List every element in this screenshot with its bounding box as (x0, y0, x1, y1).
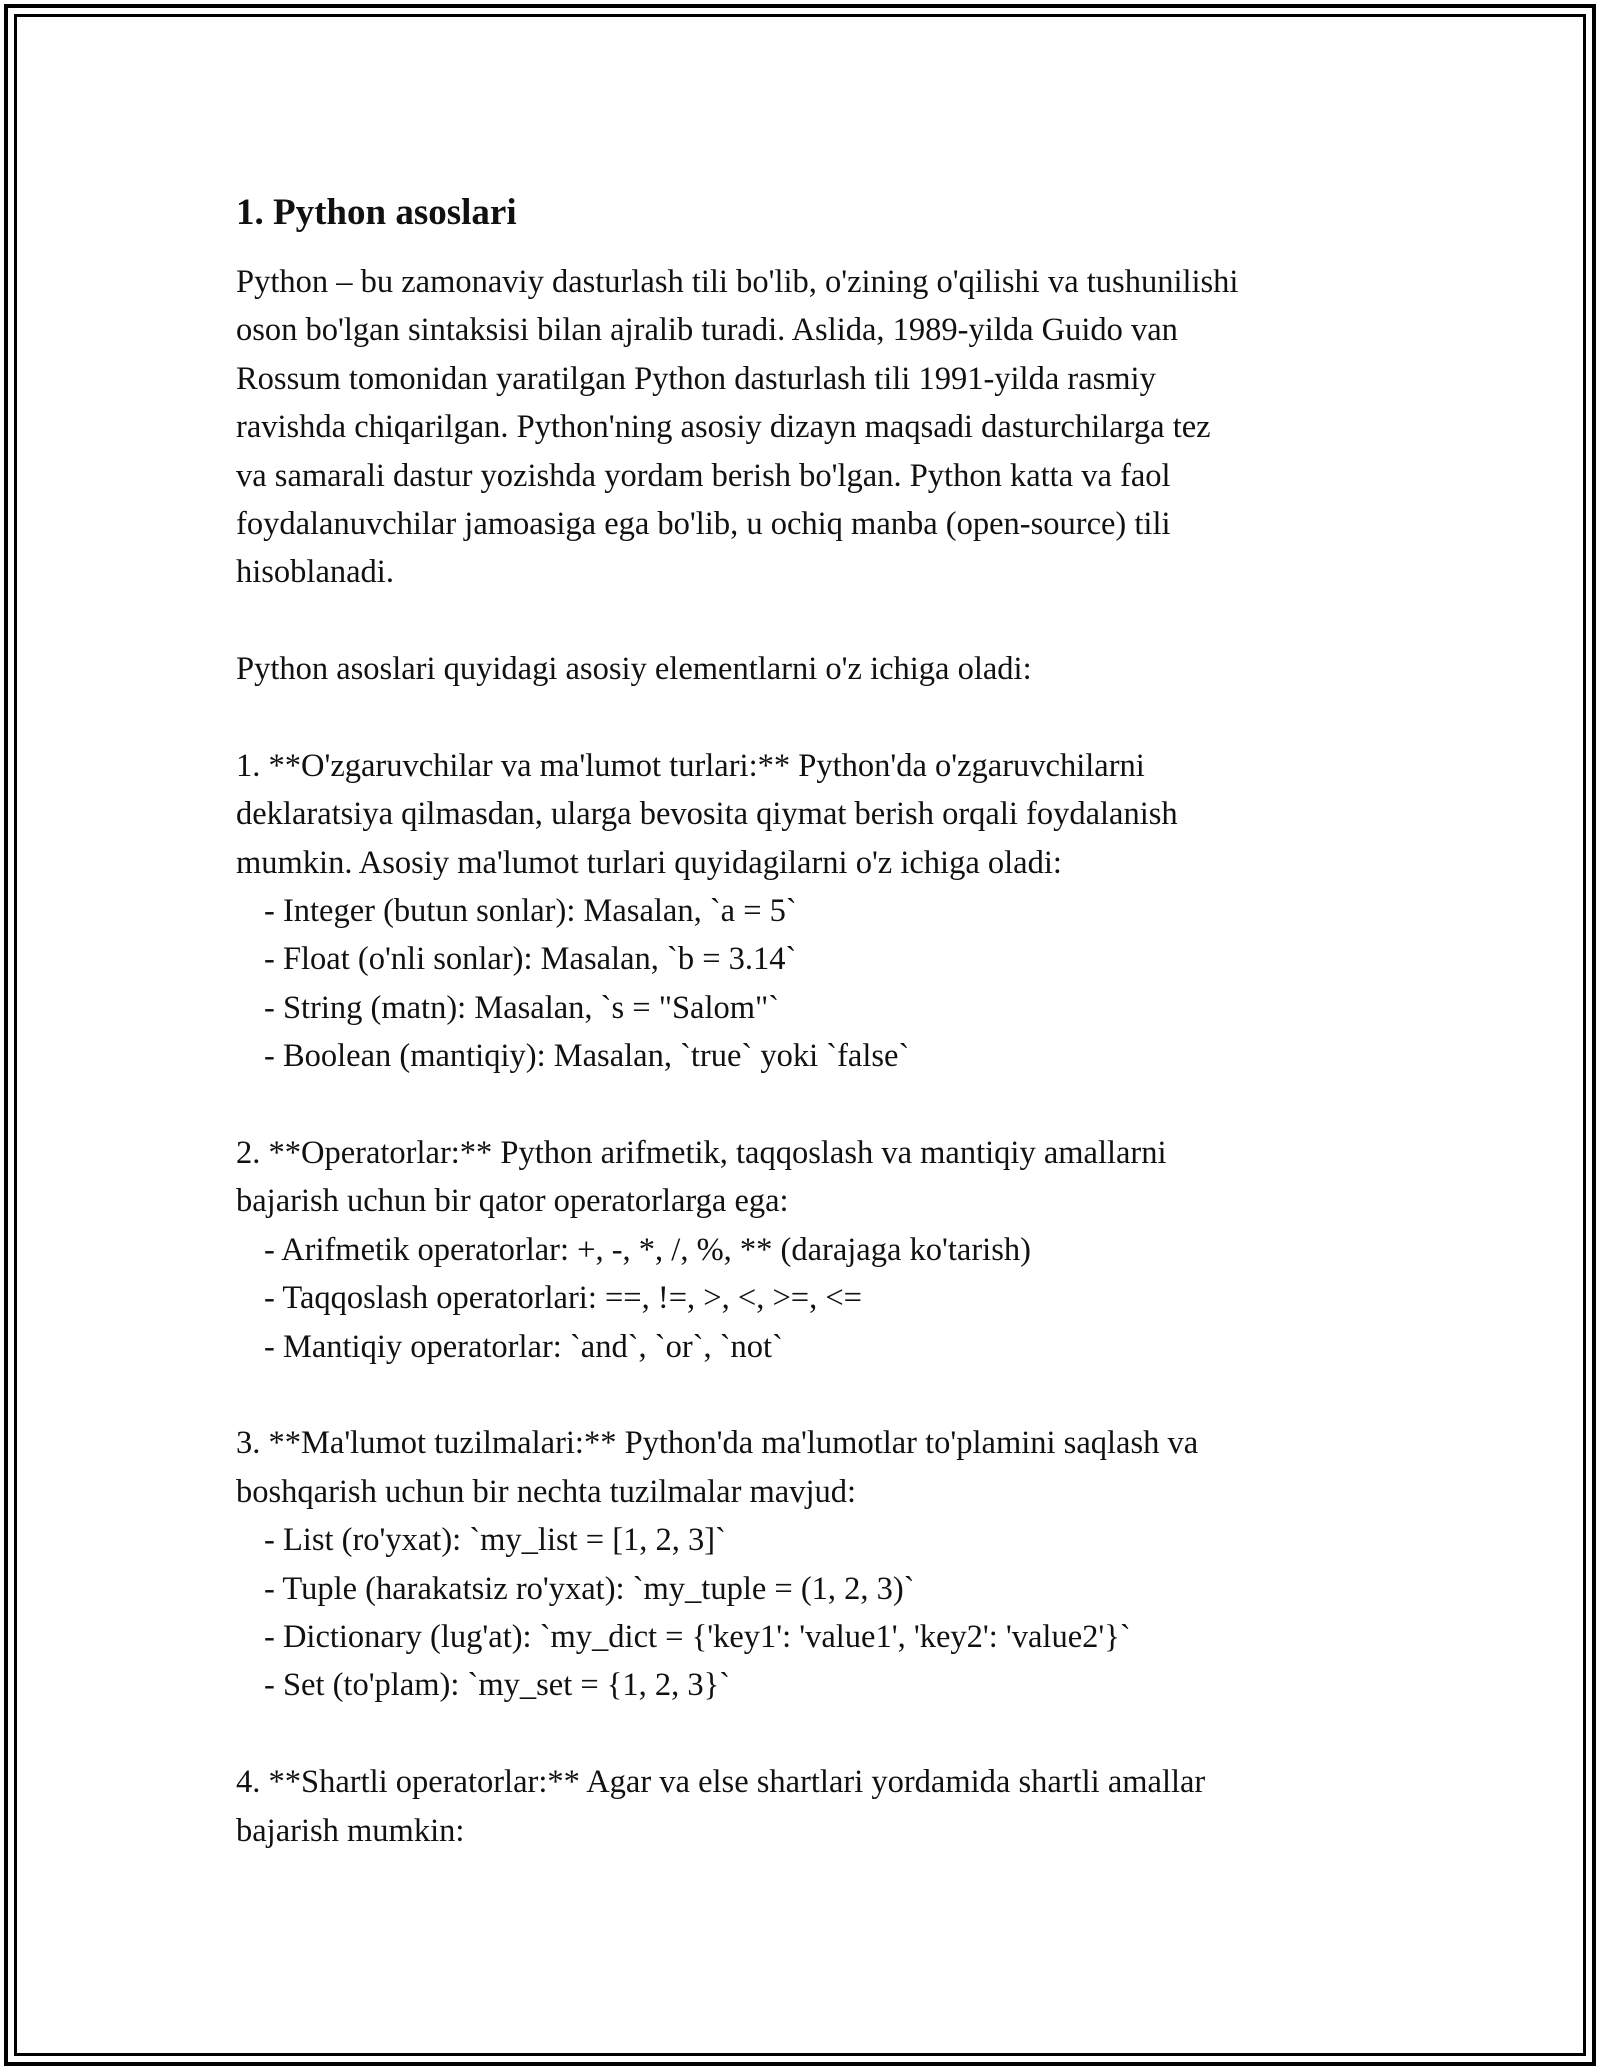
list-item-line: - Taqqoslash operatorlari: ==, !=, >, <, >=, <= (264, 1280, 863, 1317)
text-line: Python – bu zamonaviy dasturlash tili bo'lib, o'zining o'qilishi va tushunilishi (236, 264, 1239, 300)
list-item-line: - Mantiqiy operatorlar: `and`, `or`, `not` (264, 1328, 783, 1365)
list-item-line: - Boolean (mantiqiy): Masalan, `true` yoki `false` (264, 1038, 910, 1075)
blank-line (236, 1710, 1396, 1758)
document-title: 1. Python asoslari (236, 192, 517, 233)
blank-line (236, 694, 1396, 742)
text-line: Rossum tomonidan yaratilgan Python dasturlash tili 1991-yilda rasmiy (236, 360, 1156, 397)
list-item-line: - Arifmetik operatorlar: +, -, *, /, %, ** (darajaga ko'tarish) (264, 1231, 1031, 1268)
text-line: 4. **Shartli operatorlar:** Agar va else shartlari yordamida shartli amallar (236, 1764, 1206, 1801)
text-line: va samarali dastur yozishda yordam berish bo'lgan. Python katta va faol (236, 457, 1171, 494)
text-line: hisoblanadi. (236, 554, 394, 591)
list-item-line: - Integer (butun sonlar): Masalan, `a = 5` (264, 893, 797, 930)
text-line: ravishda chiqarilgan. Python'ning asosiy dizayn maqsadi dasturchilarga tez (236, 409, 1211, 446)
blank-line (236, 1371, 1396, 1419)
document-text (236, 258, 1396, 1855)
text-line: 1. **O'zgaruvchilar va ma'lumot turlari:** Python'da o'zgaruvchilarni (236, 747, 1145, 784)
list-item-line: - Set (to'plam): `my_set = {1, 2, 3}` (264, 1667, 731, 1704)
text-line: Python asoslari quyidagi asosiy elementlarni o'z ichiga oladi: (236, 651, 1032, 688)
document-body (236, 186, 1396, 1855)
text-line: oson bo'lgan sintaksisi bilan ajralib turadi. Aslida, 1989-yilda Guido van (236, 312, 1178, 349)
text-line: bajarish mumkin: (236, 1812, 465, 1849)
list-item-line: - Dictionary (lug'at): `my_dict = {'key1': 'value1', 'key2': 'value2'}` (264, 1618, 1131, 1655)
text-line: 3. **Ma'lumot tuzilmalari:** Python'da ma'lumotlar to'plamini saqlash va (236, 1425, 1199, 1462)
text-line: bajarish uchun bir qator operatorlarga ega: (236, 1183, 789, 1220)
text-line: foydalanuvchilar jamoasiga ega bo'lib, u ochiq manba (open-source) tili (236, 505, 1171, 542)
text-line: 2. **Operatorlar:** Python arifmetik, taqqoslash va mantiqiy amallarni (236, 1135, 1167, 1172)
list-item-line: - Tuple (harakatsiz ro'yxat): `my_tuple = (1, 2, 3)` (264, 1570, 915, 1607)
blank-line (236, 597, 1396, 645)
text-line: mumkin. Asosiy ma'lumot turlari quyidagilarni o'z ichiga oladi: (236, 844, 1062, 881)
list-item-line: - List (ro'yxat): `my_list = [1, 2, 3]` (264, 1522, 726, 1559)
text-line: boshqarish uchun bir nechta tuzilmalar mavjud: (236, 1473, 857, 1510)
blank-line (236, 1081, 1396, 1129)
list-item-line: - Float (o'nli sonlar): Masalan, `b = 3.14` (264, 941, 797, 978)
text-line: deklaratsiya qilmasdan, ularga bevosita qiymat berish orqali foydalanish (236, 796, 1178, 833)
list-item-line: - String (matn): Masalan, `s = "Salom"` (264, 989, 780, 1026)
